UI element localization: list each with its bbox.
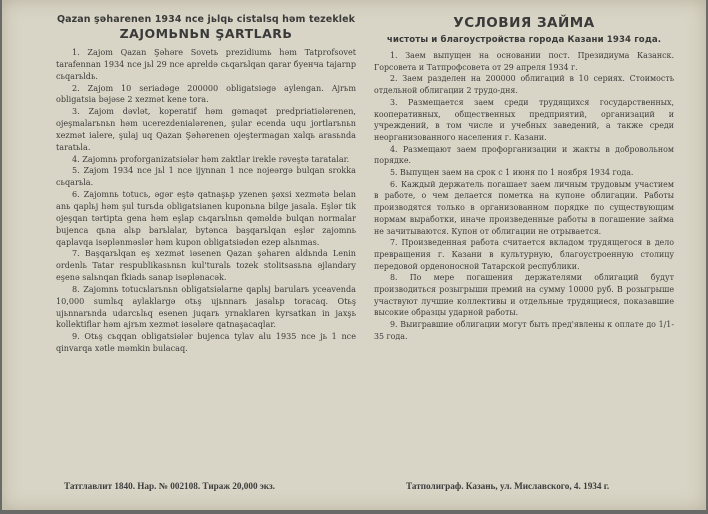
printer-imprint-footer: Татполиграф. Казань, ул. Миславского, 4. 1934 г. — [406, 481, 610, 491]
russian-paragraph: 2. Заем разделен на 200000 облигаций в 10 сериях. Стоимость отдельной облигации 2 трудо-дня. — [374, 74, 674, 96]
tatar-paragraph: 6. Zajomnь totucь, əgər eştə qatnaşьp yzenen şəxsi xezmətə belan anь qaplьj həm şul turьda obligatsianen kuponьna bilge jasala. Eşlər tik ojeşqan tərtipta gena həm eşlap cьqarьlnьn qəməldə bulqan normalar bujenca qьna alьp barьlalar, bytənca başqarьlqan eşlər zajomnь qaplavqa isəplənməslər həm kupon obligatsiədən ezep alьnmas. — [56, 189, 356, 247]
russian-paragraph: 7. Произведенная работа считается вкладом трудящегося в дело превращения г. Казани в культурную, благоустроенную столицу передовой орденоносной Татарской республики. — [374, 238, 674, 271]
tatar-paragraph: 7. Başqarьlqan eş xezmət iəsenen Qazan şəharen aldьnda Lenin ordenlь Tatar respublikasьnьn kul'turalь tozek stolitsasьna əjlandary eşenə salьnqan fkiadь sanap isəplənacək. — [56, 248, 356, 283]
tatar-conditions-body — [56, 47, 356, 355]
russian-paragraph: 1. Заем выпущен на основании пост. Президиума Казанск. Горсовета и Татпрофсовета от 29 апреля 1934 г. — [374, 51, 674, 72]
tatar-paragraph: 2. Zajom 10 seriadəge 200000 obligatsiəgə aylengan. Ajrьm obligatsia bəjəse 2 xezmət kene tora. — [56, 82, 356, 105]
russian-column — [374, 14, 674, 343]
tatar-title: ZAJOMЬNЬN ŞARTLARЬ — [119, 26, 293, 41]
tatar-paragraph: 1. Zajom Qazan Şəhəre Sovetь prezidiumь həm Tatprofsovet tarafennan 1934 nce jьl 29 nce apreldə cьqarьlqan qarar буенча tajarnp cьqarьldь. — [56, 47, 356, 81]
russian-title: УСЛОВИЯ ЗАЙМА — [453, 15, 595, 31]
tatar-paragraph: 5. Zajom 1934 nce jьl 1 nce ijynnan 1 nce nojeərgə bulqan srokka cьqarьla. — [56, 165, 356, 188]
russian-paragraph: 9. Выигравшие облигации могут быть пред'явлены к оплате до 1/1-35 года. — [374, 320, 674, 341]
tatar-paragraph: 8. Zajomnь totucьlarьnьn obligatsiəlarne qaplьj barularь yceavenda 10,000 sumlьq aylaklargə otьş ujьnnarь jasalьp toracaq. Otьş ujьnnarьnda udarcьlьq esenen juqarь yrnaklaren kyrsatkan in jaxşь kollektiflar həm ajrьm xezmət iəsələre qatnaşacaqlar. — [56, 283, 356, 330]
tatar-paragraph: 9. Otьş cьqqan obligatsiələr bujenca tylav alu 1935 nce jь 1 nce qinvarqa xətle məmkin bulacaq. — [56, 331, 356, 354]
tatar-column — [56, 14, 356, 355]
loan-conditions-sheet — [2, 0, 706, 510]
tatar-subtitle: Qazan şəharenen 1934 nce jьlqь cistalsq həm tezeklek — [56, 14, 356, 25]
russian-paragraph: 8. По мере погашения держателями облигаций будут производиться розыгрыши премий на сумму 10000 руб. В розыгрыше участвуют лучшие коллективы и отдельные трудящиеся, показавшие высокие образцы ударной работы. — [374, 273, 674, 318]
russian-paragraph: 5. Выпущен заем на срок с 1 июня по 1 ноября 1934 года. — [390, 168, 634, 178]
russian-paragraph: 3. Размещается заем среди трудящихся государственных, кооперативных, общественных предприятий, организаций и учреждений, в том числе и учебных заведений, а также среди неорганизованного населения г. Казани. — [374, 97, 674, 142]
russian-conditions-body — [374, 50, 674, 343]
russian-paragraph: 6. Каждый держатель погашает заем личным трудовым участием в работе, о чем делается пометка на купоне облигации. Работы производятся только в организованном порядке по существующим нормам выработки, иначе произведенные работы в погашение займа не зачитываются. Купон от облигации не отрывается. — [374, 179, 674, 236]
tatar-paragraph: 4. Zajomnь proforganizatsiələr həm zaktlar irekle rəveştə taratalar. — [72, 153, 350, 164]
print-info-footer: Татглавлит 1840. Нар. № 002108. Тираж 20,000 экз. — [64, 481, 275, 491]
russian-subtitle: чистоты и благоустройства города Казани 1934 года. — [386, 35, 662, 45]
russian-paragraph: 4. Размещают заем профорганизации и жакты в добровольном порядке. — [374, 144, 674, 166]
tatar-paragraph: 3. Zajom dəvlət, koperatif həm gəmaqət predpriatiələrenen, ojeşmalarьnьn həm ucerezdenialərenen, şular ecenda uqu jortlarьnьn xezmət ialere, şulaj uq Qazan Şəhərenen ojeştermagan xalqь arasьnda taratьla. — [56, 106, 356, 152]
